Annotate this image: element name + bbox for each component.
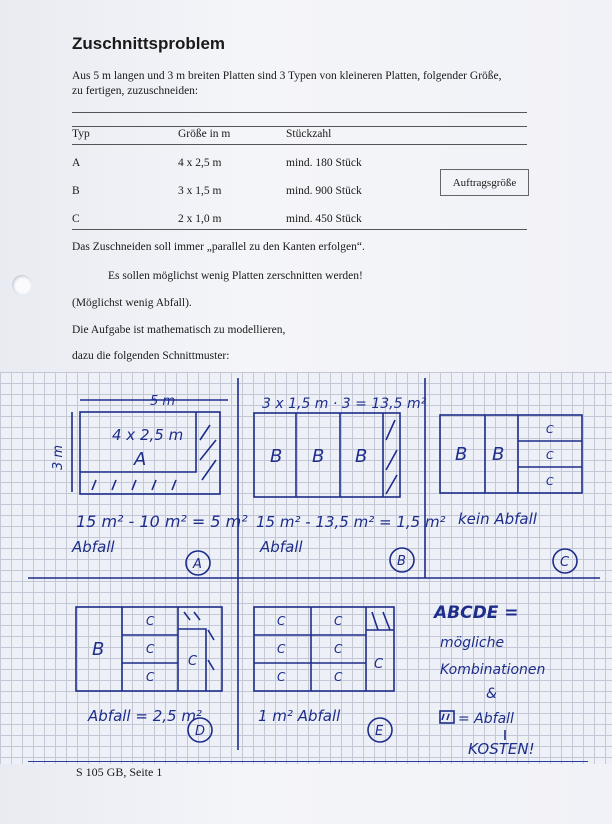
sketch-e-id: E: [375, 724, 384, 739]
footer-rule: [28, 761, 588, 762]
sketch-a-calc: 15 m² - 10 m² = 5 m²: [76, 512, 248, 531]
table-header-stueck: Stückzahl: [286, 128, 332, 140]
auftragsgroesse-box: Auftragsgröße: [440, 169, 529, 196]
sketch-a-label: A: [134, 449, 147, 470]
sketch-a-piece: 4 x 2,5 m: [112, 426, 184, 444]
side-note-line: Kombinationen: [440, 662, 546, 678]
sketch-e-piece: C: [277, 614, 286, 628]
sketch-b-header: 3 x 1,5 m · 3 = 13,5 m²: [262, 396, 427, 412]
sketch-d-piece: B: [92, 639, 105, 660]
table-cell: A: [72, 157, 81, 169]
paragraph: Es sollen möglichst wenig Platten zerschnitten werden!: [108, 270, 363, 282]
table-header-typ: Typ: [72, 128, 90, 140]
table-cell: 4 x 2,5 m: [178, 157, 222, 169]
side-note-line: mögliche: [440, 635, 505, 651]
sketch-e-piece: C: [334, 614, 343, 628]
sketch-d-piece: C: [188, 654, 198, 669]
sketch-e-piece: C: [374, 657, 384, 672]
sketch-b-piece: B: [312, 446, 325, 467]
side-note-letters: ABCDE =: [434, 603, 519, 623]
sketch-b-waste: Abfall: [260, 538, 303, 556]
sketch-d-id: D: [195, 724, 206, 739]
side-note-line: = Abfall: [458, 711, 514, 727]
sketch-a-height: 3 m: [51, 444, 66, 470]
page-footer: S 105 GB, Seite 1: [76, 765, 163, 779]
sketch-c-piece: C: [546, 475, 554, 488]
sketch-a-id: A: [193, 557, 202, 572]
page-title: Zuschnittsproblem: [72, 34, 226, 53]
sketch-c-piece: B: [492, 444, 505, 465]
paragraph: (Möglichst wenig Abfall).: [72, 297, 192, 309]
sketch-d-piece: C: [146, 670, 155, 684]
sketch-c-piece: C: [546, 449, 554, 462]
sketch-d-piece: C: [146, 642, 155, 656]
table-cell: 2 x 1,0 m: [178, 213, 222, 225]
sketch-b-piece: B: [355, 446, 368, 467]
paragraph: dazu die folgenden Schnittmuster:: [72, 350, 230, 362]
sketch-e-piece: C: [334, 642, 343, 656]
table-header-groesse: Größe in m: [178, 128, 231, 140]
table-cell: mind. 900 Stück: [286, 185, 362, 197]
sketch-d-piece: C: [146, 614, 155, 628]
sketch-a-waste: Abfall: [72, 538, 115, 556]
intro-line-2: zu fertigen, zuzuschneiden:: [72, 85, 199, 97]
sketch-c-note: kein Abfall: [458, 510, 537, 528]
sketch-d-calc: Abfall = 2,5 m²: [88, 707, 202, 725]
table-cell: C: [72, 213, 80, 225]
sketch-b-id: B: [397, 554, 406, 569]
paragraph: Das Zuschneiden soll immer „parallel zu den Kanten erfolgen“.: [72, 241, 365, 253]
sketch-e-calc: 1 m² Abfall: [258, 707, 341, 725]
sketch-e-piece: C: [334, 670, 343, 684]
sketch-c-piece: C: [546, 423, 554, 436]
sketch-c-piece: B: [455, 444, 468, 465]
sketch-a-width: 5 m: [150, 394, 176, 409]
table-cell: mind. 450 Stück: [286, 213, 362, 225]
sketch-e-piece: C: [277, 670, 286, 684]
side-note-line: &: [486, 686, 497, 702]
paragraph: Die Aufgabe ist mathematisch zu modellieren,: [72, 324, 286, 336]
side-note-line: KOSTEN!: [468, 740, 535, 758]
table-cell: B: [72, 185, 80, 197]
sketch-e-piece: C: [277, 642, 286, 656]
intro-line-1: Aus 5 m langen und 3 m breiten Platten sind 3 Typen von kleineren Platten, folgender Größe,: [72, 70, 502, 82]
table-cell: 3 x 1,5 m: [178, 185, 222, 197]
sketch-b-calc: 15 m² - 13,5 m² = 1,5 m²: [256, 513, 446, 531]
sketch-c-id: C: [560, 555, 570, 570]
sketch-b-piece: B: [270, 446, 283, 467]
table-cell: mind. 180 Stück: [286, 157, 362, 169]
